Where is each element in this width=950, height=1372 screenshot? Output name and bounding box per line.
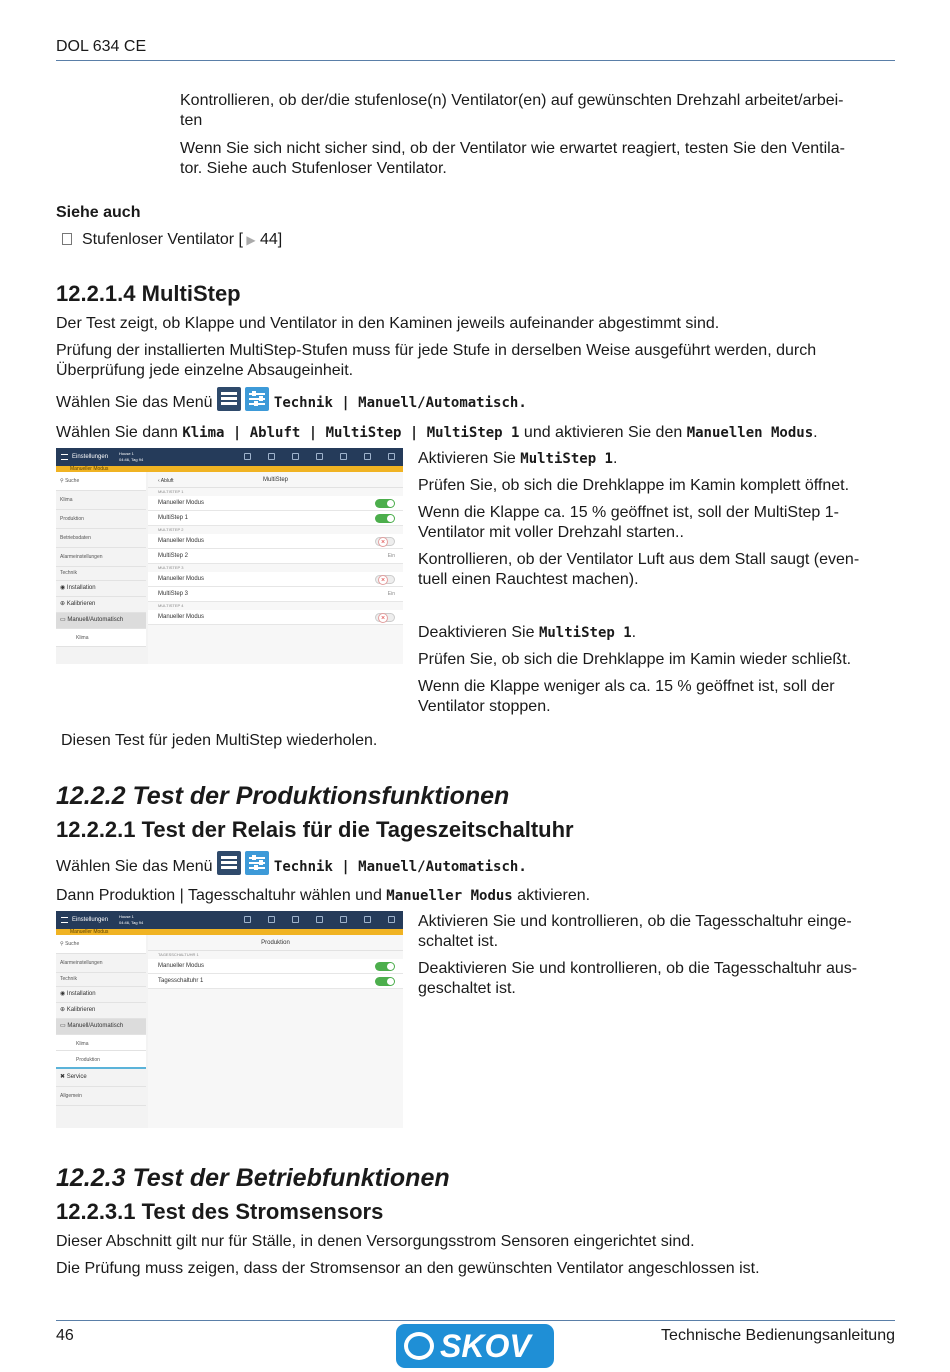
section-heading-multistep: 12.2.1.4 MultiStep — [56, 281, 241, 306]
home-icon[interactable] — [244, 916, 251, 923]
calibrate-icon: ⊕ — [60, 1007, 67, 1013]
page-number: 46 — [56, 1327, 74, 1344]
more-icon[interactable] — [388, 916, 395, 923]
app-title: Einstellungen — [72, 917, 109, 923]
sidebar-subitem-klima[interactable]: Klima — [56, 1035, 146, 1051]
sidebar-item-manuell-automatisch[interactable]: ▭ Manuell/Automatisch — [56, 613, 146, 629]
section-heading-production: 12.2.2 Test der Produktionsfunktionen — [56, 782, 510, 810]
sidebar-item-manuell-automatisch[interactable]: ▭ Manuell/Automatisch — [56, 1019, 146, 1035]
multistep-row[interactable]: MultiStep 2 Ein — [148, 549, 403, 564]
timer-row[interactable]: Tagesschaltuhr 1 — [148, 974, 403, 989]
menu-icon — [61, 454, 68, 460]
group-heading: MULTISTEP 1 — [158, 489, 184, 494]
document-icon — [62, 233, 72, 245]
menu-icon — [217, 387, 241, 411]
app-main — [148, 935, 403, 1128]
network-icon[interactable] — [292, 916, 299, 923]
group-heading: MULTISTEP 3 — [158, 565, 184, 570]
sidebar-item-produktion[interactable]: Produktion — [56, 510, 146, 529]
chart-icon[interactable] — [316, 916, 323, 923]
app-header — [56, 911, 403, 929]
section-heading-operation: 12.2.3 Test der Betriebfunktionen — [56, 1164, 450, 1192]
multistep-paragraph-1: Der Test zeigt, ob Klappe und Ventilator in den Kaminen jeweils aufeinander abgestimmt sind. — [56, 315, 720, 332]
group-heading: MULTISTEP 4 — [158, 603, 184, 608]
toggle-off[interactable] — [375, 575, 395, 584]
download-icon[interactable] — [340, 453, 347, 460]
sidebar-item-betriebsdaten[interactable]: Betriebsdaten — [56, 529, 146, 548]
app-sidebar — [56, 472, 146, 664]
multistep-paragraph-2: Prüfung der installierten MultiStep-Stufen muss für jede Stufe in derselben Weise ausgeführt werden, durch Überprüfung jede einzelne Absaugeinheit. — [56, 342, 817, 379]
search-input[interactable]: ⚲ Suche — [56, 472, 146, 491]
page-header — [148, 472, 403, 488]
step-check-air: Kontrollieren, ob der Ventilator Luft aus dem Stall saugt (even- tuell einen Rauchtest machen). — [418, 551, 860, 588]
app-header — [56, 448, 403, 466]
sidebar-item-kalibrieren[interactable]: ⊕ Kalibrieren — [56, 1003, 146, 1019]
toggle-on[interactable] — [375, 977, 395, 986]
skov-logo — [396, 1324, 554, 1368]
manual-mode-row[interactable]: Manueller Modus — [148, 959, 403, 974]
repeat-instruction: Diesen Test für jeden MultiStep wiederholen. — [61, 732, 378, 749]
step-fan-start: Wenn die Klappe ca. 15 % geöffnet ist, soll der MultiStep 1- Ventilator mit voller Drehzahl starten.. — [418, 504, 839, 541]
sidebar-item-installation[interactable]: ◉ Installation — [56, 581, 146, 597]
intro-paragraph-1: Kontrollieren, ob der/die stufenlose(n) Ventilator(en) auf gewünschten Drehzahl arbeitet/arbei- ten — [180, 92, 844, 129]
manual-mode-row[interactable]: Manueller Modus × — [148, 610, 403, 625]
app-sidebar — [56, 935, 146, 1128]
step-check-open: Prüfen Sie, ob sich die Drehklappe im Kamin komplett öffnet. — [418, 477, 850, 494]
app-main — [148, 472, 403, 664]
multistep-row[interactable]: MultiStep 1 — [148, 511, 403, 526]
group-heading: TAGESSCHALTUHR 1 — [158, 952, 199, 957]
skov-mark-icon — [404, 1332, 434, 1360]
download-icon[interactable] — [340, 916, 347, 923]
subsection-heading-current-sensor: 12.2.3.1 Test des Stromsensors — [56, 1199, 384, 1224]
sidebar-item-alarmeinstellungen[interactable]: Alarmeinstellungen — [56, 954, 146, 973]
document-type: Technische Bedienungsanleitung — [661, 1327, 895, 1344]
production-menu-instruction: Wählen Sie das Menü Technik | Manuell/Automatisch. — [56, 851, 527, 877]
step-check-close: Prüfen Sie, ob sich die Drehklappe im Kamin wieder schließt. — [418, 651, 852, 668]
settings-sliders-icon — [245, 851, 269, 875]
state-value: Ein — [387, 591, 395, 597]
step-fan-stop: Wenn die Klappe weniger als ca. 15 % geöffnet ist, soll der Ventilator stoppen. — [418, 678, 835, 715]
current-sensor-paragraph-2: Die Prüfung muss zeigen, dass der Stromsensor an den gewünschten Ventilator angeschlossen ist. — [56, 1260, 760, 1277]
page-title: Produktion — [261, 940, 290, 946]
manual-mode-bar: Manueller Modus — [56, 466, 403, 472]
manual-icon: ▭ — [60, 1023, 68, 1029]
sidebar-item-installation[interactable]: ◉ Installation — [56, 987, 146, 1003]
menu-icon — [217, 851, 241, 875]
state-value: Ein — [387, 553, 395, 559]
current-sensor-paragraph-1: Dieser Abschnitt gilt nur für Ställe, in denen Versorgungsstrom Sensoren eingerichtet sind. — [56, 1233, 695, 1250]
toggle-on[interactable] — [375, 962, 395, 971]
time-label: 04:46, Tag 94 — [119, 457, 144, 462]
app-title: Einstellungen — [72, 454, 109, 460]
sidebar-item-klima[interactable]: Klima — [56, 491, 146, 510]
sidebar-item-technik[interactable]: Technik — [56, 567, 146, 581]
home-icon[interactable] — [244, 453, 251, 460]
multistep-row[interactable]: MultiStep 3 Ein — [148, 587, 403, 602]
manual-icon: ▭ — [60, 617, 68, 623]
search-input[interactable]: ⚲ Suche — [56, 935, 146, 954]
page-title: MultiStep — [262, 477, 288, 483]
sidebar-item-kalibrieren[interactable]: ⊕ Kalibrieren — [56, 597, 146, 613]
installation-icon: ◉ — [60, 991, 67, 997]
time-label: 04:46, Tag 94 — [119, 920, 144, 925]
step-deactivate: Deaktivieren Sie MultiStep 1. — [418, 624, 637, 641]
see-also-heading: Siehe auch — [56, 204, 141, 221]
intro-paragraph-2: Wenn Sie sich nicht sicher sind, ob der Ventilator wie erwartet reagiert, testen Sie den Ventila- tor. Siehe auch Stufenloser Ventilator. — [180, 140, 845, 177]
timer-deactivate-step: Deaktivieren Sie und kontrollieren, ob die Tagesschaltuhr aus- geschaltet ist. — [418, 960, 858, 997]
logo-text: SKOV — [440, 1328, 531, 1364]
house-label: House 1 — [119, 451, 134, 456]
group-heading: MULTISTEP 2 — [158, 527, 184, 532]
search-icon: ⚲ — [60, 478, 66, 484]
multistep-path-instruction: Wählen Sie dann Klima | Abluft | MultiStep | MultiStep 1 und aktivieren Sie den Manuellen Modus. — [56, 424, 818, 441]
house-icon[interactable] — [268, 453, 275, 460]
sidebar-item-technik[interactable]: Technik — [56, 973, 146, 987]
sidebar-subitem-produktion[interactable]: Produktion — [56, 1051, 146, 1069]
header-rule — [56, 60, 895, 61]
manual-mode-row[interactable]: Manueller Modus — [148, 496, 403, 511]
manual-mode-row[interactable]: Manueller Modus × — [148, 534, 403, 549]
toggle-off[interactable] — [375, 613, 395, 622]
screenshot-production — [56, 911, 403, 1128]
toggle-on[interactable] — [375, 514, 395, 523]
sidebar-subitem-klima[interactable]: Klima — [56, 629, 146, 647]
manual-mode-row[interactable]: Manueller Modus × — [148, 572, 403, 587]
chart-icon[interactable] — [316, 453, 323, 460]
timer-activate-step: Aktivieren Sie und kontrollieren, ob die Tagesschaltuhr einge- schaltet ist. — [418, 913, 852, 950]
sidebar-item-service[interactable]: ✖ Service — [56, 1069, 146, 1087]
more-icon[interactable] — [388, 453, 395, 460]
subsection-heading-timer-relays: 12.2.2.1 Test der Relais für die Tageszeitschaltuhr — [56, 817, 574, 842]
house-label: House 1 — [119, 914, 134, 919]
see-also-link[interactable]: Stufenloser Ventilator [ ▶ 44] — [62, 230, 282, 250]
search-icon: ⚲ — [60, 941, 66, 947]
document-title: DOL 634 CE — [56, 38, 147, 55]
step-activate: Aktivieren Sie MultiStep 1. — [418, 450, 618, 467]
page-header — [148, 935, 403, 951]
footer-rule — [56, 1320, 895, 1321]
network-icon[interactable] — [292, 453, 299, 460]
manual-mode-bar: Manueller Modus — [56, 929, 403, 935]
back-button[interactable]: ‹ Abluft — [158, 478, 174, 484]
calibrate-icon: ⊕ — [60, 601, 67, 607]
screenshot-multistep — [56, 448, 403, 664]
sidebar-item-alarmeinstellungen[interactable]: Alarmeinstellungen — [56, 548, 146, 567]
toggle-off[interactable] — [375, 537, 395, 546]
alarm-icon[interactable] — [364, 916, 371, 923]
menu-icon — [61, 917, 68, 923]
multistep-menu-instruction: Wählen Sie das Menü Technik | Manuell/Automatisch. — [56, 387, 527, 413]
toggle-on[interactable] — [375, 499, 395, 508]
alarm-icon[interactable] — [364, 453, 371, 460]
wrench-icon: ✖ — [60, 1074, 67, 1080]
page-arrow-icon: ▶ — [242, 233, 256, 247]
house-icon[interactable] — [268, 916, 275, 923]
sidebar-item-allgemein[interactable]: Allgemein — [56, 1087, 146, 1106]
settings-sliders-icon — [245, 387, 269, 411]
production-path-instruction: Dann Produktion | Tagesschaltuhr wählen und Manueller Modus aktivieren. — [56, 887, 591, 904]
installation-icon: ◉ — [60, 585, 67, 591]
